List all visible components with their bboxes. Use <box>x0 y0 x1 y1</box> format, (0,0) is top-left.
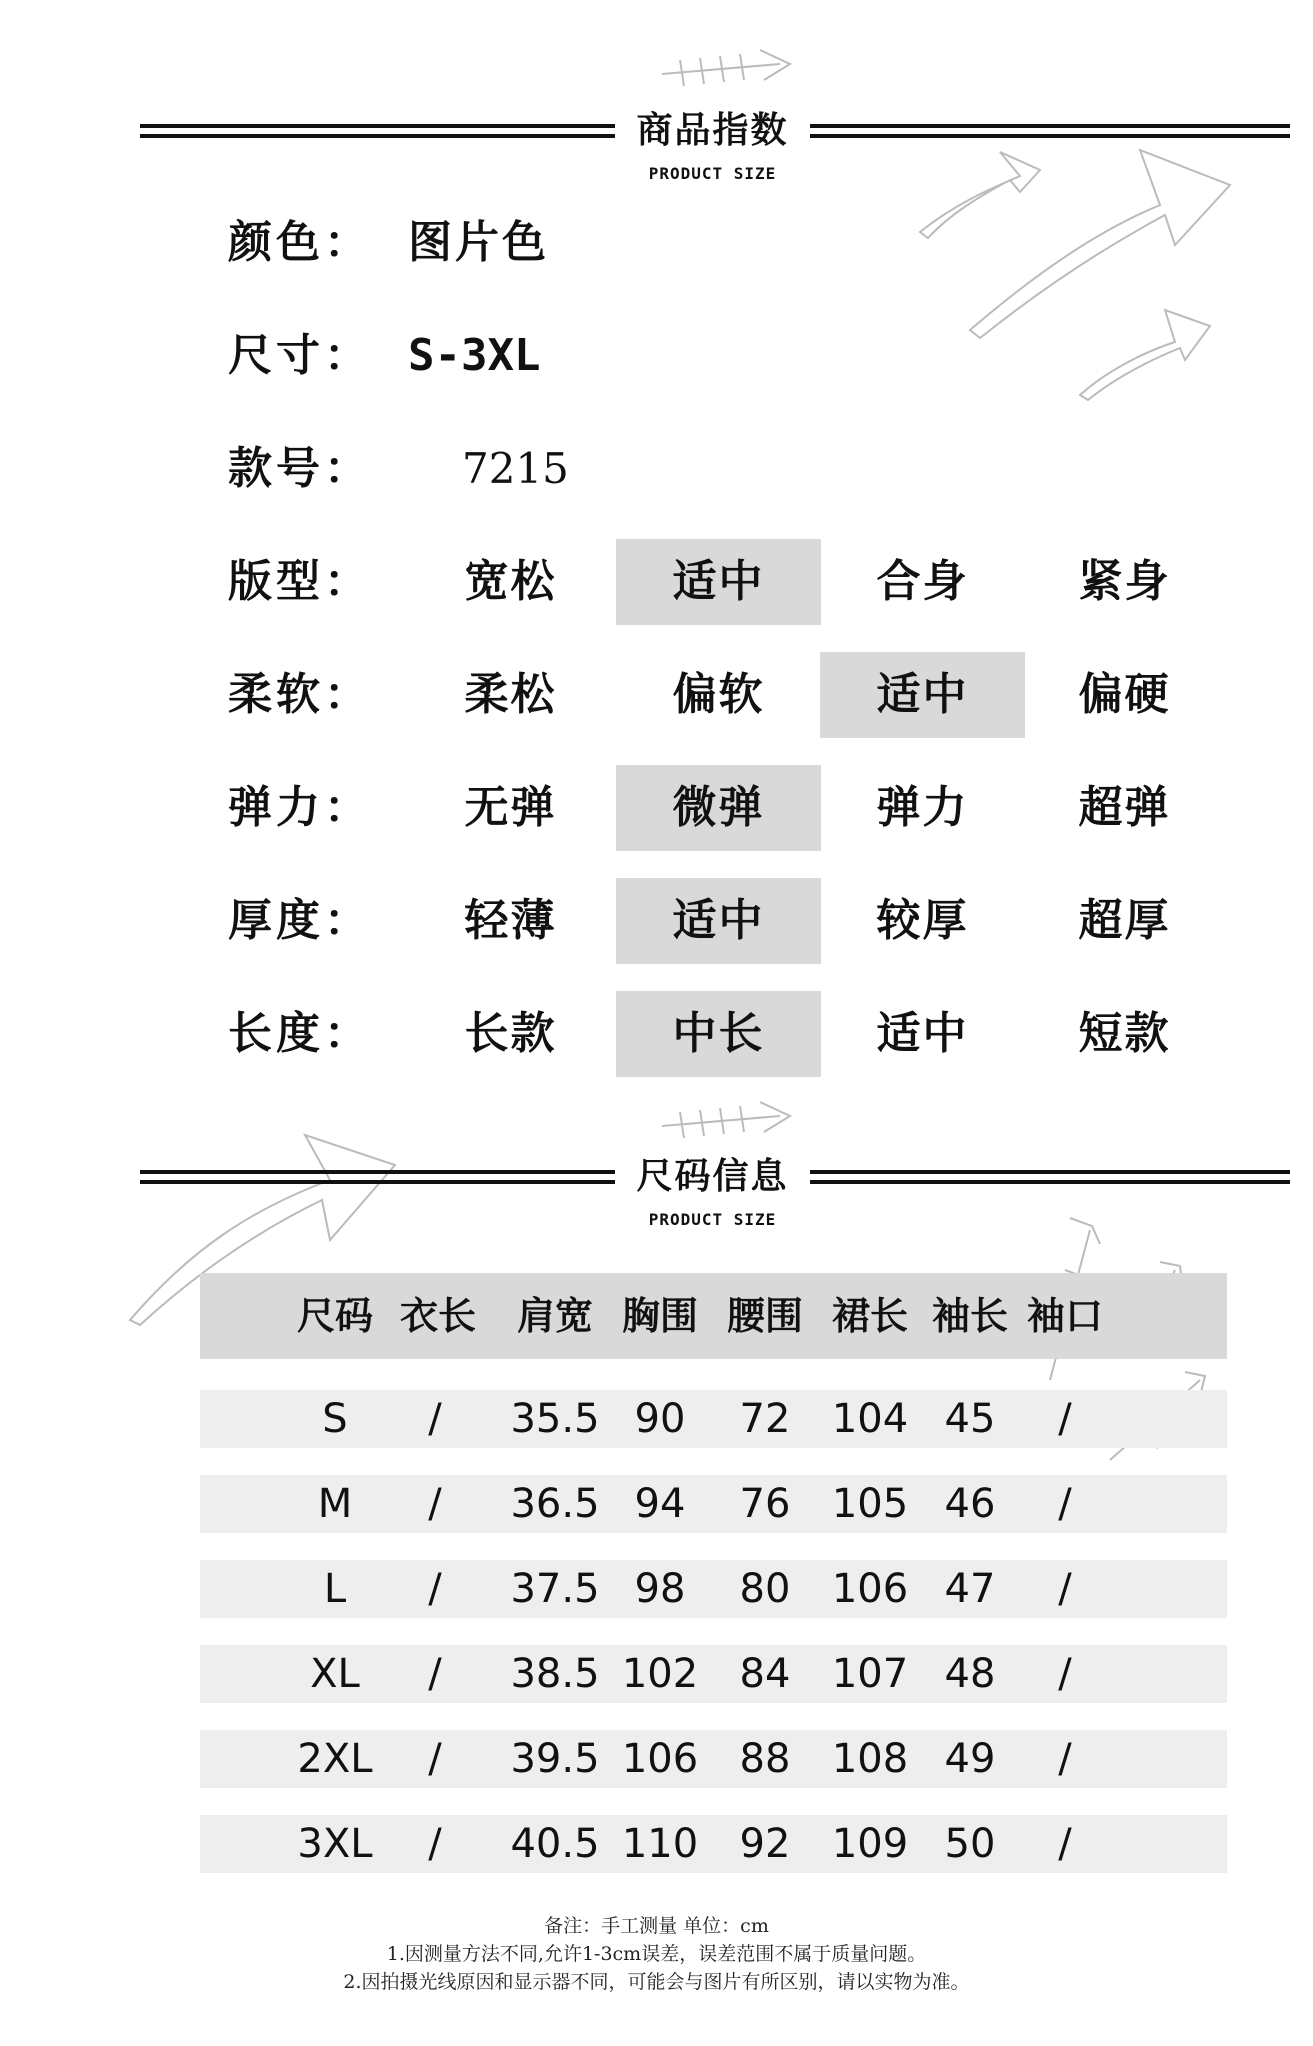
column-header: 胸围 <box>621 1294 698 1338</box>
attribute-option: 宽松 <box>464 556 557 607</box>
table-cell: / <box>1058 1821 1072 1867</box>
attribute-row-elasticity <box>0 765 1313 851</box>
column-header: 裙长 <box>831 1294 908 1338</box>
table-cell: 46 <box>944 1481 996 1527</box>
column-header: 袖长 <box>931 1294 1008 1338</box>
attribute-option: 超弹 <box>1078 782 1171 833</box>
attribute-row-thickness <box>0 878 1313 964</box>
header-rule-left <box>140 1170 615 1184</box>
table-row <box>200 1730 1227 1788</box>
table-cell: 72 <box>739 1396 791 1442</box>
attribute-option: 适中 <box>820 652 1025 738</box>
table-cell: 50 <box>944 1821 996 1867</box>
table-row <box>200 1645 1227 1703</box>
section-subtitle: PRODUCT SIZE <box>648 164 777 183</box>
attribute-option: 合身 <box>876 556 969 607</box>
table-cell: 110 <box>621 1821 699 1867</box>
table-row <box>200 1475 1227 1533</box>
table-cell: / <box>428 1651 442 1697</box>
table-cell: 47 <box>944 1566 996 1612</box>
table-cell: XL <box>310 1651 360 1697</box>
style-no-value: 7215 <box>462 444 569 493</box>
attribute-option: 短款 <box>1078 1008 1171 1059</box>
table-cell: / <box>428 1566 442 1612</box>
column-header: 肩宽 <box>516 1294 593 1338</box>
attribute-label: 版型： <box>228 556 372 607</box>
attribute-option: 适中 <box>616 878 821 964</box>
table-row <box>200 1560 1227 1618</box>
table-cell: / <box>428 1481 442 1527</box>
table-cell: / <box>428 1736 442 1782</box>
column-header: 腰围 <box>726 1294 803 1338</box>
header-rule-left <box>140 124 615 138</box>
table-cell: 45 <box>944 1396 996 1442</box>
attribute-option: 紧身 <box>1078 556 1171 607</box>
table-cell: 107 <box>831 1651 909 1697</box>
column-header: 衣长 <box>400 1294 477 1338</box>
table-cell: 37.5 <box>510 1566 600 1612</box>
style-no-label: 款号： <box>228 443 372 494</box>
attribute-option: 轻薄 <box>464 895 557 946</box>
table-cell: 38.5 <box>510 1651 600 1697</box>
size-info-header <box>0 1152 1313 1262</box>
table-cell: / <box>428 1396 442 1442</box>
attribute-option: 柔松 <box>464 669 557 720</box>
attribute-option: 偏软 <box>672 669 765 720</box>
table-cell: / <box>1058 1566 1072 1612</box>
attribute-label: 弹力： <box>228 782 372 833</box>
table-cell: L <box>323 1566 347 1612</box>
attribute-option: 超厚 <box>1078 895 1171 946</box>
attribute-option: 弹力 <box>876 782 969 833</box>
attribute-option: 微弹 <box>616 765 821 851</box>
attribute-label: 厚度： <box>228 895 372 946</box>
table-cell: / <box>1058 1396 1072 1442</box>
note-line: 2.因拍摄光线原因和显示器不同，可能会与图片有所区别，请以实物为准。 <box>343 1971 970 1993</box>
attribute-row-softness <box>0 652 1313 738</box>
header-rule-right <box>810 124 1290 138</box>
table-cell: 40.5 <box>510 1821 600 1867</box>
attribute-row-length <box>0 991 1313 1077</box>
table-cell: 105 <box>831 1481 909 1527</box>
color-value: 图片色 <box>408 217 549 268</box>
table-cell: / <box>1058 1736 1072 1782</box>
table-cell: 92 <box>739 1821 791 1867</box>
section-title: 商品指数 <box>636 110 789 151</box>
size-label: 尺寸： <box>228 330 372 381</box>
table-cell: 106 <box>831 1566 909 1612</box>
table-cell: 94 <box>634 1481 686 1527</box>
table-cell: 90 <box>634 1396 686 1442</box>
table-cell: 102 <box>621 1651 699 1697</box>
table-cell: 104 <box>831 1396 909 1442</box>
size-value: S-3XL <box>408 330 541 381</box>
style-no-row <box>0 426 1313 512</box>
attribute-row-fit <box>0 539 1313 625</box>
size-table-header <box>200 1273 1227 1359</box>
section-subtitle: PRODUCT SIZE <box>648 1210 777 1229</box>
table-cell: / <box>1058 1651 1072 1697</box>
attribute-option: 较厚 <box>876 895 969 946</box>
footnotes <box>0 1912 1313 1996</box>
attribute-option: 无弹 <box>464 782 557 833</box>
attribute-label: 长度： <box>228 1008 372 1059</box>
table-cell: 84 <box>739 1651 791 1697</box>
note-line: 1.因测量方法不同,允许1-3cm误差，误差范围不属于质量问题。 <box>386 1943 927 1965</box>
table-cell: 76 <box>739 1481 791 1527</box>
attribute-label: 柔软： <box>228 669 372 720</box>
table-cell: 35.5 <box>510 1396 600 1442</box>
table-cell: 2XL <box>297 1736 373 1782</box>
table-cell: 108 <box>831 1736 909 1782</box>
table-cell: 109 <box>831 1821 909 1867</box>
table-cell: 36.5 <box>510 1481 600 1527</box>
table-cell: 88 <box>739 1736 791 1782</box>
attribute-option: 适中 <box>616 539 821 625</box>
table-row <box>200 1390 1227 1448</box>
table-cell: / <box>1058 1481 1072 1527</box>
attribute-option: 偏硬 <box>1078 669 1171 720</box>
attribute-option: 适中 <box>876 1008 969 1059</box>
attribute-option: 中长 <box>616 991 821 1077</box>
table-cell: 3XL <box>297 1821 373 1867</box>
table-cell: S <box>322 1396 348 1442</box>
table-cell: 39.5 <box>510 1736 600 1782</box>
fishbone-arrow-icon <box>662 50 790 86</box>
attribute-option: 长款 <box>464 1008 557 1059</box>
section-title: 尺码信息 <box>636 1156 789 1197</box>
note-line: 备注：手工测量 单位：cm <box>544 1915 769 1937</box>
table-cell: 48 <box>944 1651 996 1697</box>
table-cell: 49 <box>944 1736 996 1782</box>
column-header: 尺码 <box>296 1294 373 1338</box>
color-label: 颜色： <box>228 217 372 268</box>
size-row <box>0 313 1313 399</box>
table-cell: 106 <box>621 1736 699 1782</box>
color-row <box>0 200 1313 286</box>
fishbone-arrow-icon <box>662 1102 790 1138</box>
table-row <box>200 1815 1227 1873</box>
column-header: 袖口 <box>1026 1294 1103 1338</box>
table-cell: / <box>428 1821 442 1867</box>
table-cell: 80 <box>739 1566 791 1612</box>
table-cell: M <box>317 1481 353 1527</box>
table-cell: 98 <box>634 1566 686 1612</box>
header-rule-right <box>810 1170 1290 1184</box>
